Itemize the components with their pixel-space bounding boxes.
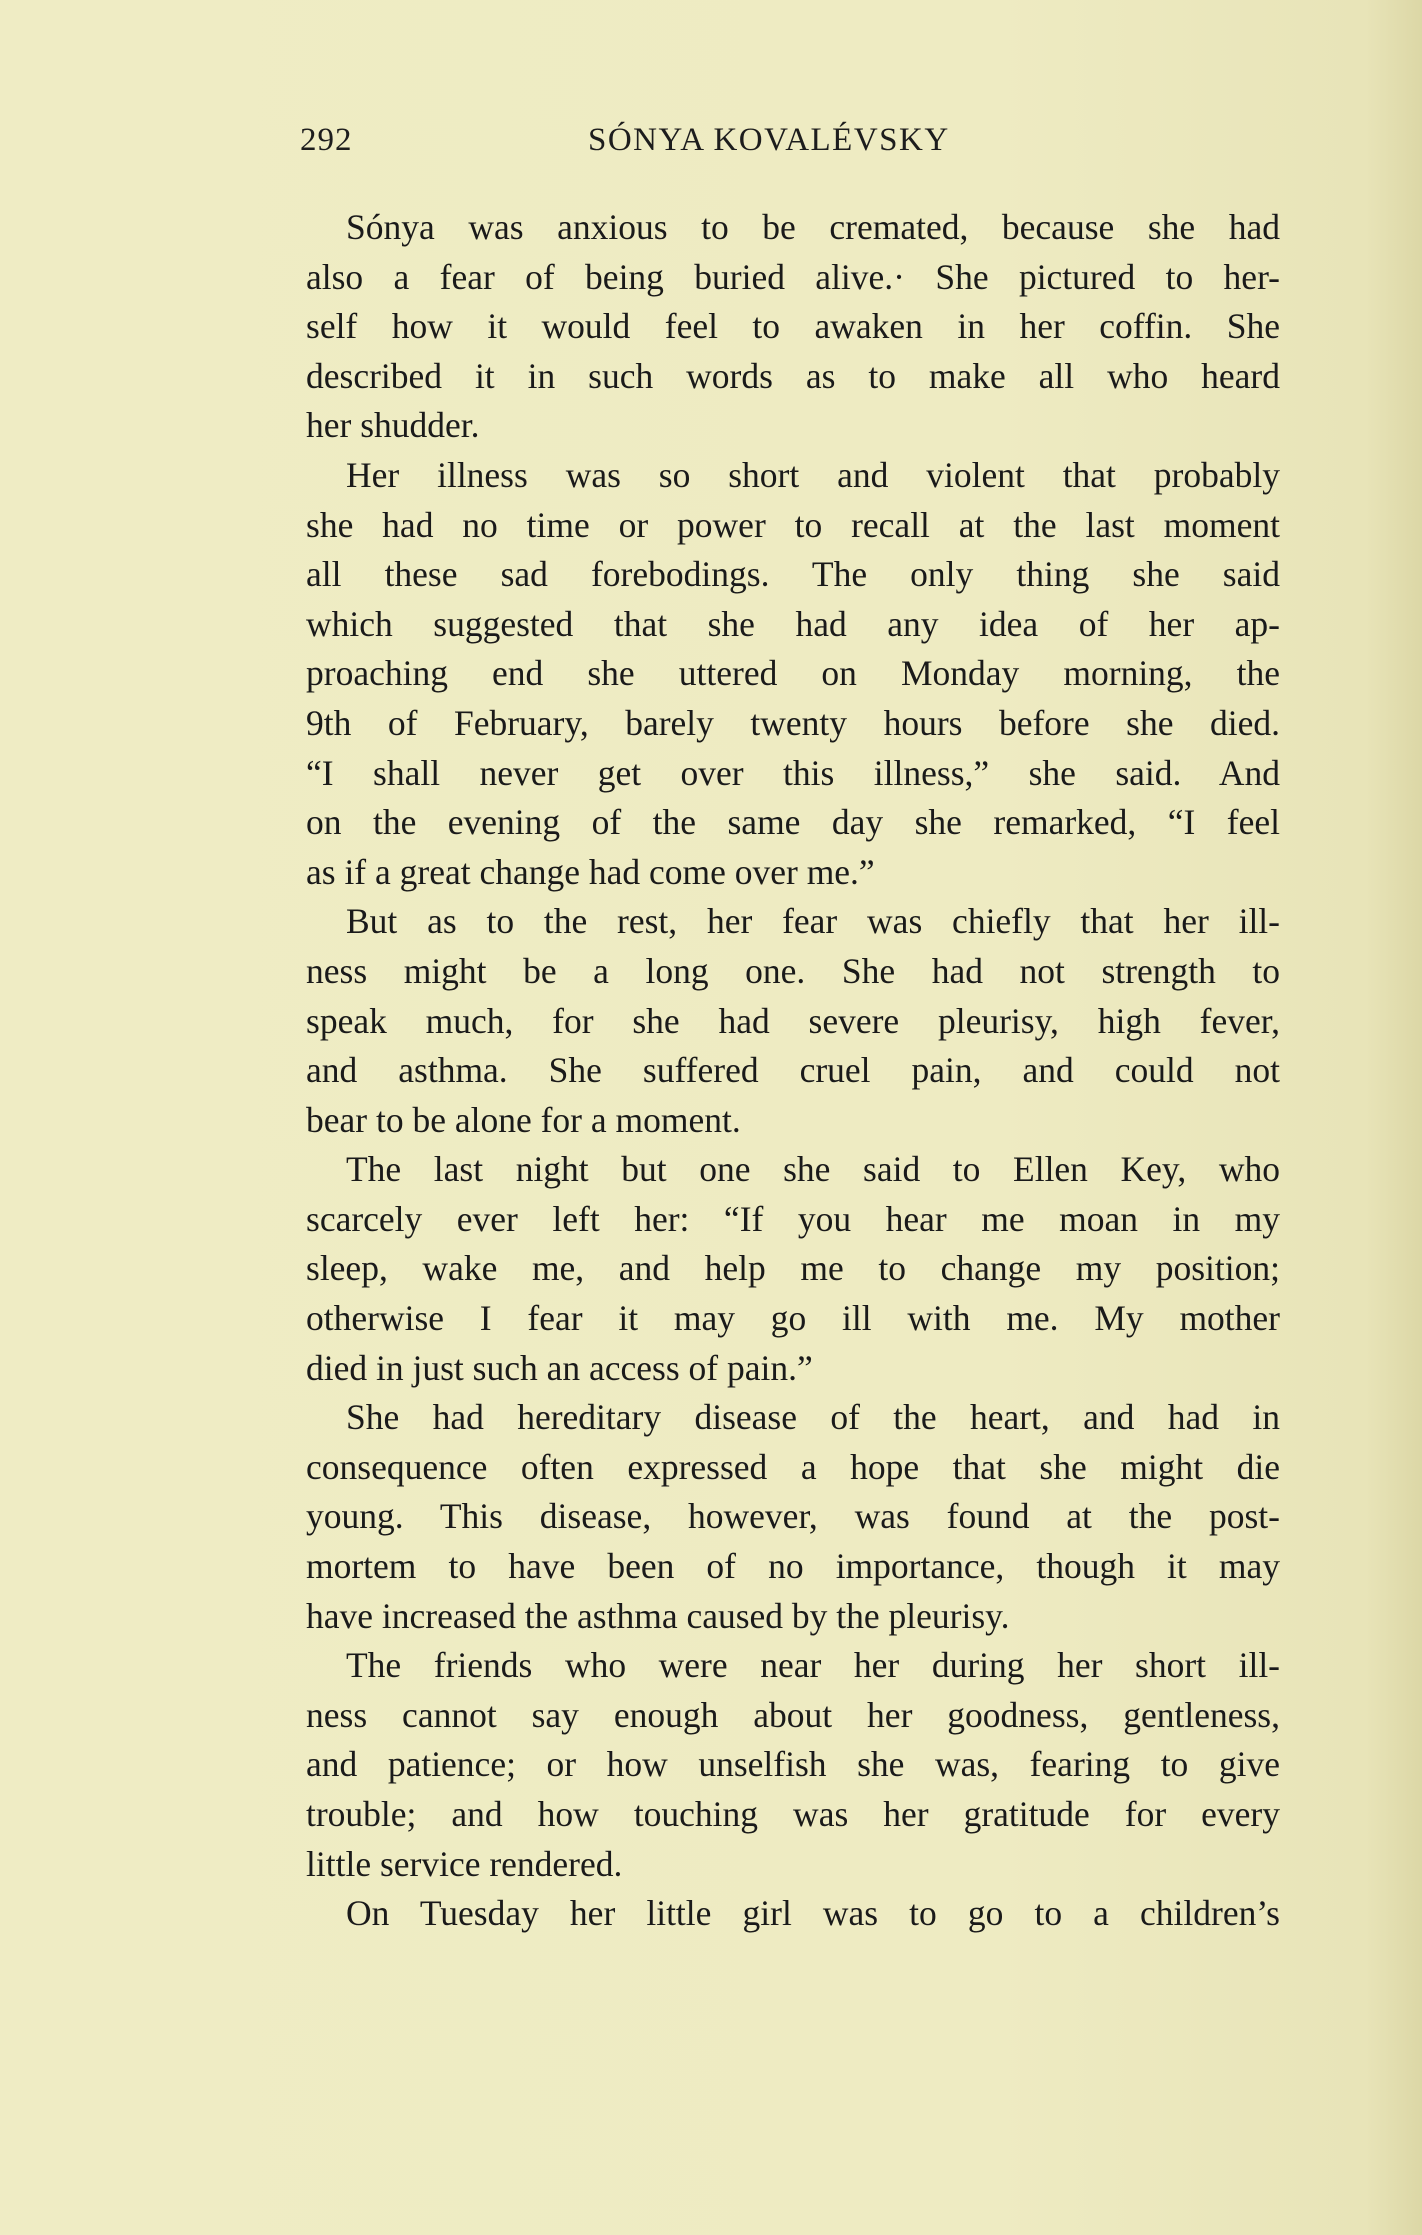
text-line: consequence often expressed a hope that she might die xyxy=(306,1446,1280,1487)
paragraph xyxy=(306,451,1280,897)
text-line: on the evening of the same day she remarked, “I feel xyxy=(306,802,1280,843)
running-title: SÓNYA KOVALÉVSKY xyxy=(588,122,950,158)
text-line: ness cannot say enough about her goodness, gentleness, xyxy=(306,1694,1280,1735)
text-line: little service rendered. xyxy=(306,1843,623,1884)
text-line: young. This disease, however, was found at the post- xyxy=(306,1496,1280,1537)
paragraph xyxy=(306,1641,1280,1889)
text-line: But as to the rest, her fear was chiefly that her ill- xyxy=(346,901,1280,942)
text-line: described it in such words as to make all who heard xyxy=(306,355,1280,396)
paragraph xyxy=(306,1145,1280,1393)
text-line: On Tuesday her little girl was to go to a children’s xyxy=(346,1893,1280,1934)
text-line: also a fear of being buried alive.· She pictured to her- xyxy=(306,256,1280,297)
paragraph xyxy=(306,1889,1280,1939)
text-line: trouble; and how touching was her gratitude for every xyxy=(306,1794,1280,1834)
text-line: ness might be a long one. She had not strength to xyxy=(306,950,1280,991)
body-text xyxy=(306,203,1280,1939)
paragraph xyxy=(306,897,1280,1145)
text-line: proaching end she uttered on Monday morning, the xyxy=(306,653,1280,694)
text-line: speak much, for she had severe pleurisy, high fever, xyxy=(306,1000,1280,1041)
text-line: The last night but one she said to Ellen Key, who xyxy=(346,1149,1280,1190)
text-line: “I shall never get over this illness,” she said. And xyxy=(306,752,1280,793)
text-line: as if a great change had come over me.” xyxy=(306,851,875,892)
text-line: she had no time or power to recall at the last moment xyxy=(306,504,1280,545)
text-line: Sónya was anxious to be cremated, because she had xyxy=(346,207,1280,247)
text-line: and patience; or how unselfish she was, fearing to give xyxy=(306,1744,1280,1785)
text-line: 9th of February, barely twenty hours before she died. xyxy=(306,702,1280,743)
text-line: bear to be alone for a moment. xyxy=(306,1099,741,1140)
text-line: have increased the asthma caused by the pleurisy. xyxy=(306,1595,1010,1636)
text-line: died in just such an access of pain.” xyxy=(306,1347,813,1388)
text-line: The friends who were near her during her short ill- xyxy=(346,1645,1280,1686)
running-head xyxy=(300,122,1300,170)
text-line: Her illness was so short and violent that probably xyxy=(346,454,1280,495)
text-line: mortem to have been of no importance, though it may xyxy=(306,1546,1280,1587)
text-line: self how it would feel to awaken in her coffin. She xyxy=(306,306,1280,347)
paragraph xyxy=(306,203,1280,451)
text-line: otherwise I fear it may go ill with me. My mother xyxy=(306,1298,1280,1339)
text-line: her shudder. xyxy=(306,405,480,446)
page-number: 292 xyxy=(300,122,353,158)
text-line: scarcely ever left her: “If you hear me moan in my xyxy=(306,1198,1280,1239)
text-line: all these sad forebodings. The only thing she said xyxy=(306,554,1280,595)
text-line: which suggested that she had any idea of her ap- xyxy=(306,603,1280,644)
text-line: and asthma. She suffered cruel pain, and could not xyxy=(306,1050,1280,1091)
text-line: sleep, wake me, and help me to change my position; xyxy=(306,1248,1280,1289)
text-line: She had hereditary disease of the heart, and had in xyxy=(346,1397,1280,1438)
paragraph xyxy=(306,1393,1280,1641)
